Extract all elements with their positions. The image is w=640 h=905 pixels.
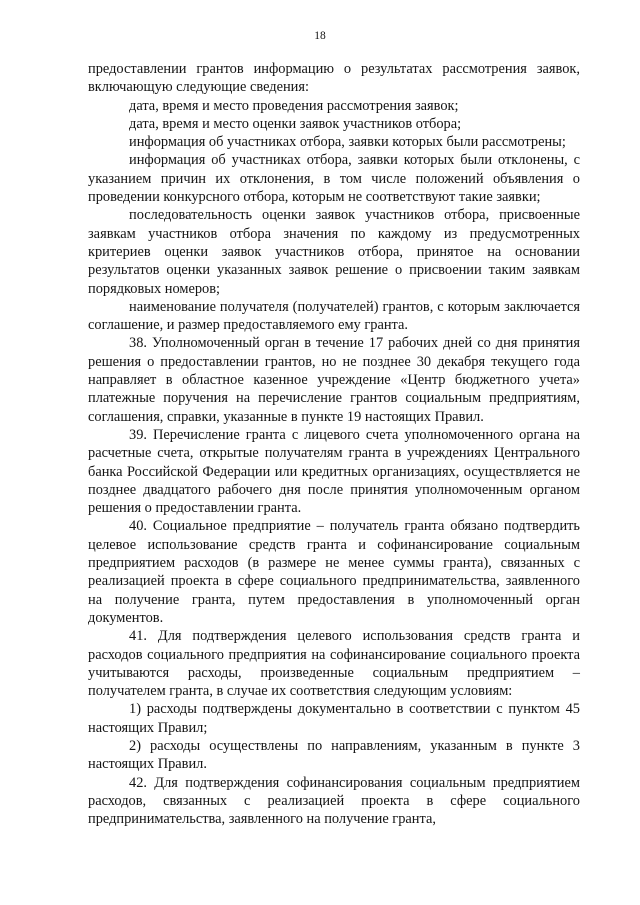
paragraph: 2) расходы осуществлены по направлениям, указанным в пункте 3 настоящих Правил. xyxy=(88,737,580,773)
paragraph: дата, время и место оценки заявок участников отбора; xyxy=(129,115,462,132)
paragraph: информация об участниках отбора, заявки которых были рассмотрены; xyxy=(129,134,566,151)
paragraph: последовательность оценки заявок участников отбора, присвоенные заявкам участников отбора значения по каждому из предусмотренных критериев оценки заявок участников отбора, принятое на основании результатов оценки указанных заявок решение о присвоении таким заявкам порядковых номеров; xyxy=(88,207,580,297)
page-number: 18 xyxy=(314,30,326,42)
paragraph: 42. Для подтверждения софинансирования социальным предприятием расходов, связанных с реализацией проекта в сфере социального предпринимательства, заявленного на получение гранта, xyxy=(88,774,580,828)
paragraph: 39. Перечисление гранта с лицевого счета уполномоченного органа на расчетные счета, открытые получателям гранта в учреждениях Центрального банка Российской Федерации или кредитных организациях, осуществляется не позднее двадцатого рабочего дня после принятия уполномоченным органом решения о предоставлении гранта. xyxy=(88,426,580,517)
paragraph: предоставлении грантов информацию о результатах рассмотрения заявок, включающую следующие сведения: xyxy=(88,61,580,96)
paragraph: 41. Для подтверждения целевого использования средств гранта и расходов социального предприятия на софинансирование социального проекта учитываются расходы, произведенные социальным предприятием – получателем гранта, в случае их соответствия следующим условиям: xyxy=(88,628,580,700)
paragraph: дата, время и место проведения рассмотрения заявок; xyxy=(129,97,459,114)
paragraph: 1) расходы подтверждены документально в соответствии с пунктом 45 настоящих Правил; xyxy=(88,701,580,736)
paragraph: информация об участниках отбора, заявки которых были отклонены, с указанием причин их отклонения, в том числе положений объявления о проведении конкурсного отбора, которым не соответствуют такие заявки; xyxy=(88,152,580,206)
document-body xyxy=(88,60,580,828)
paragraph: наименование получателя (получателей) грантов, с которым заключается соглашение, и размер предоставляемого ему гранта. xyxy=(88,298,580,334)
paragraph: 38. Уполномоченный орган в течение 17 рабочих дней со дня принятия решения о предоставлении грантов, но не позднее 30 декабря текущего года направляет в областное казенное учреждение «Центр бюджетного учета» платежные поручения на перечисление грантов социальным предприятиям, соглашения, справки, указанные в пункте 19 настоящих Правил. xyxy=(88,335,580,425)
paragraph: 40. Социальное предприятие – получатель гранта обязано подтвердить целевое использование средств гранта и софинансирование социальным предприятием расходов (в размере не менее суммы гранта), связанных с реализацией проекта в сфере социального предпринимательства, заявленного на получение гранта, путем предоставления в уполномоченный орган документов. xyxy=(88,518,580,626)
